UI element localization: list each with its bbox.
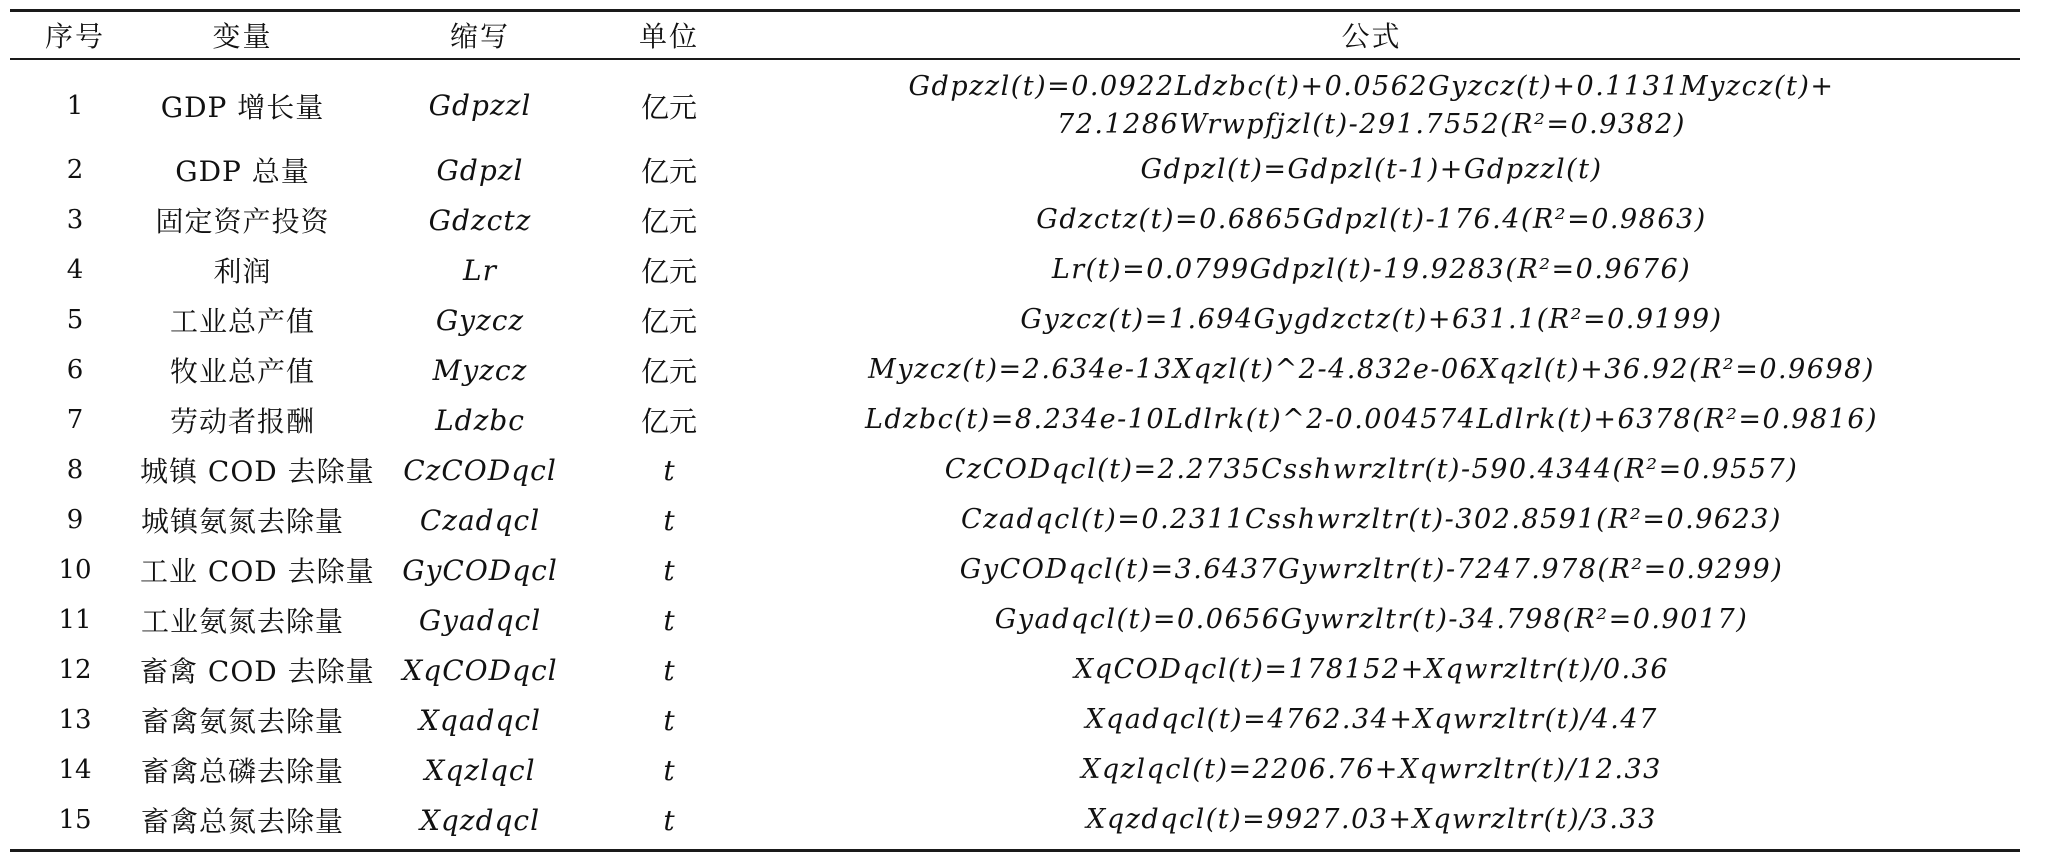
table-row (10, 345, 2020, 395)
unit: t (663, 703, 675, 737)
table-row (10, 645, 2020, 695)
variable-name: 畜禽总磷去除量 (140, 755, 344, 788)
row-number: 6 (66, 355, 84, 385)
variable-abbreviation: Gdpzzl (428, 89, 532, 122)
variable-name: 工业总产值 (169, 305, 315, 338)
row-number: 8 (66, 455, 84, 485)
variable-abbreviation: Xqzdqcl (419, 803, 541, 837)
formula: Xqzlqcl(t)=2206.76+Xqwrzltr(t)/12.33 (1081, 754, 1662, 785)
table-row (10, 295, 2020, 345)
variable-abbreviation: Myzcz (432, 353, 528, 387)
formula: Gdpzl(t)=Gdpzl(t-1)+Gdpzzl(t) (1140, 154, 1603, 185)
table-row (10, 395, 2020, 445)
formula: Ldzbc(t)=8.234e-10Ldlrk(t)^2-0.004574Ldlrk(t)+6378(R²=0.9816) (864, 404, 1879, 435)
table-row (10, 145, 2020, 195)
table-row (10, 745, 2020, 795)
row-number: 1 (66, 90, 84, 121)
variable-name: 利润 (213, 255, 272, 288)
row-number: 13 (58, 705, 92, 735)
row-number: 15 (58, 805, 92, 835)
variable-name: 畜禽总氮去除量 (140, 805, 344, 838)
unit: 亿元 (640, 405, 697, 438)
unit: t (663, 503, 675, 537)
header-num: 序号 (44, 20, 105, 53)
table-row (10, 445, 2020, 495)
unit: 亿元 (640, 305, 697, 338)
row-number: 4 (66, 255, 84, 285)
variable-abbreviation: CzCODqcl (403, 453, 557, 487)
formula: Gdpzzl(t)=0.0922Ldzbc(t)+0.0562Gyzcz(t)+0.1131Myzcz(t)+ 72.1286Wrwpfjzl(t)-291.7552(R²=0.9382) (908, 70, 1835, 140)
variable-abbreviation: Lr (463, 253, 497, 287)
table-row (10, 695, 2020, 745)
header-abbr: 缩写 (449, 20, 510, 53)
formula: Xqadqcl(t)=4762.34+Xqwrzltr(t)/4.47 (1085, 704, 1658, 735)
formula: Lr(t)=0.0799Gdpzl(t)-19.9283(R²=0.9676) (1051, 254, 1692, 285)
header-unit: 单位 (638, 20, 699, 53)
unit: t (663, 603, 675, 637)
row-number: 5 (66, 305, 84, 335)
variable-abbreviation: Gdpzl (436, 153, 524, 187)
variable-abbreviation: Gyadqcl (418, 603, 542, 637)
table-row (10, 595, 2020, 645)
formula: Gyadqcl(t)=0.0656Gywrzltr(t)-34.798(R²=0.9017) (994, 604, 1749, 635)
formula-table (10, 9, 2020, 852)
row-number: 2 (66, 155, 84, 185)
table-row (10, 195, 2020, 245)
variable-abbreviation: Gyzcz (435, 303, 525, 337)
header-variable: 变量 (212, 20, 273, 53)
variable-name: 畜禽 COD 去除量 (140, 655, 375, 688)
unit: 亿元 (640, 255, 697, 288)
unit: 亿元 (640, 155, 697, 188)
variable-abbreviation: Gdzctz (428, 203, 532, 237)
unit: t (663, 803, 675, 837)
unit: t (663, 653, 675, 687)
row-number: 11 (58, 605, 92, 635)
formula: Myzcz(t)=2.634e-13Xqzl(t)^2-4.832e-06Xqzl(t)+36.92(R²=0.9698) (868, 354, 1875, 385)
unit: 亿元 (640, 205, 697, 238)
variable-abbreviation: XqCODqcl (402, 653, 558, 687)
formula: Gdzctz(t)=0.6865Gdpzl(t)-176.4(R²=0.9863) (1036, 204, 1707, 235)
formula: XqCODqcl(t)=178152+Xqwrzltr(t)/0.36 (1074, 654, 1669, 685)
variable-name: 劳动者报酬 (169, 405, 315, 438)
variable-abbreviation: Xqzlqcl (424, 753, 536, 787)
unit: t (663, 553, 675, 587)
table-header-row (10, 12, 2020, 58)
variable-abbreviation: Xqadqcl (418, 703, 542, 737)
unit: 亿元 (640, 355, 697, 388)
formula: Czadqcl(t)=0.2311Csshwrzltr(t)-302.8591(R²=0.9623) (961, 504, 1782, 535)
variable-name: 城镇 COD 去除量 (140, 455, 375, 488)
row-number: 7 (66, 405, 84, 435)
variable-name: GDP 增长量 (160, 90, 325, 124)
row-number: 9 (66, 505, 84, 535)
row-number: 3 (66, 205, 84, 235)
variable-abbreviation: GyCODqcl (402, 553, 558, 587)
variable-name: 畜禽氨氮去除量 (140, 705, 344, 738)
variable-abbreviation: Czadqcl (419, 503, 541, 537)
formula: GyCODqcl(t)=3.6437Gywrzltr(t)-7247.978(R²=0.9299) (959, 554, 1784, 585)
table-bottom-rule (10, 849, 2020, 852)
table-body (10, 60, 2020, 849)
variable-name: 工业 COD 去除量 (140, 555, 375, 588)
row-number: 14 (58, 755, 92, 785)
variable-name: 城镇氨氮去除量 (140, 505, 344, 538)
variable-name: 工业氨氮去除量 (140, 605, 344, 638)
table-row (10, 245, 2020, 295)
row-number: 12 (58, 655, 92, 685)
variable-name: 固定资产投资 (155, 205, 330, 238)
unit: t (663, 453, 675, 487)
variable-name: GDP 总量 (175, 155, 310, 188)
row-number: 10 (58, 555, 92, 585)
formula: Gyzcz(t)=1.694Gygdzctz(t)+631.1(R²=0.9199) (1020, 304, 1723, 335)
unit: 亿元 (640, 90, 697, 124)
unit: t (663, 753, 675, 787)
table-row (10, 545, 2020, 595)
variable-abbreviation: Ldzbc (435, 403, 525, 437)
formula: Xqzdqcl(t)=9927.03+Xqwrzltr(t)/3.33 (1086, 804, 1657, 835)
table-row (10, 66, 2020, 145)
formula: CzCODqcl(t)=2.2735Csshwrzltr(t)-590.4344(R²=0.9557) (944, 454, 1799, 485)
table-row (10, 495, 2020, 545)
header-formula: 公式 (1341, 20, 1402, 53)
table-row (10, 795, 2020, 845)
variable-name: 牧业总产值 (169, 355, 315, 388)
